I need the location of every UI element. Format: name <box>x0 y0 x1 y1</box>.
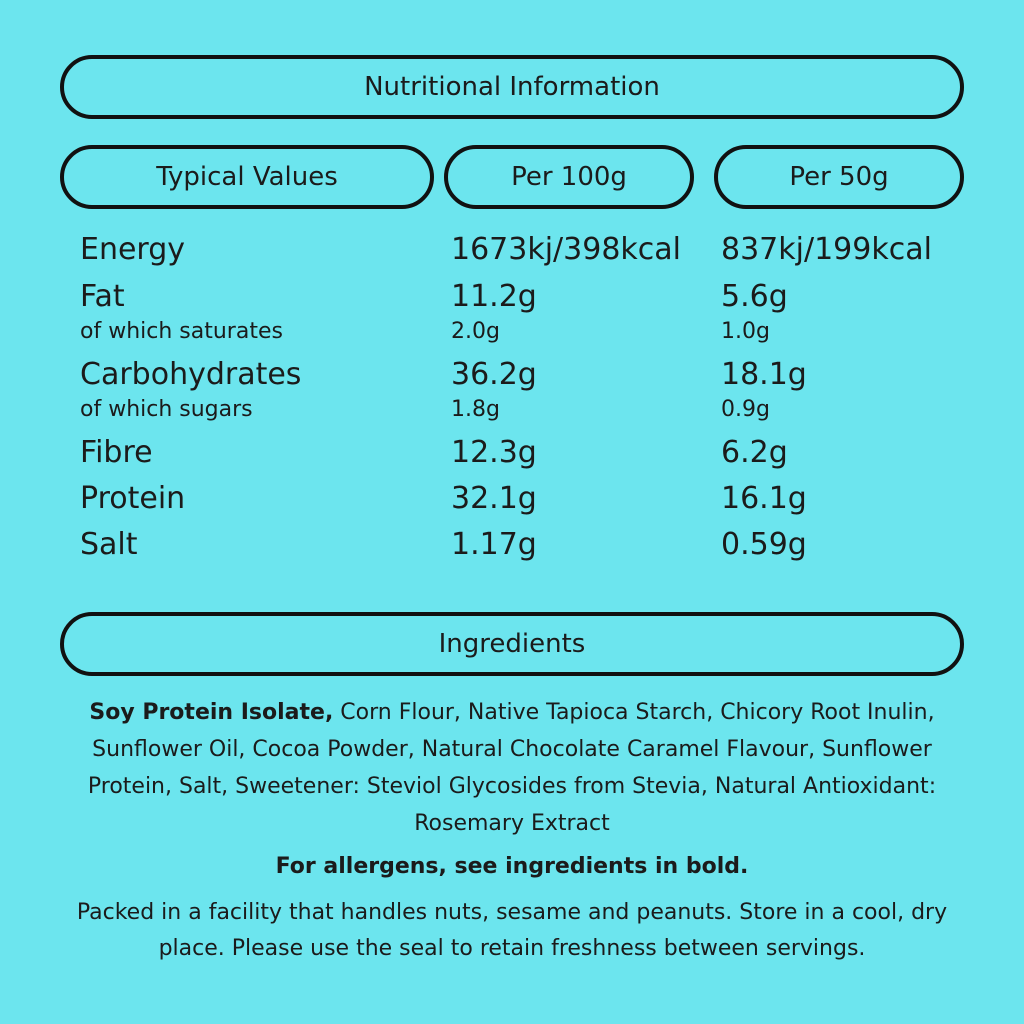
allergen-note: For allergens, see ingredients in bold. <box>275 854 749 879</box>
column-header-per-50g-label: Per 50g <box>789 162 889 192</box>
row-value-per-50g: 0.59g <box>721 527 807 562</box>
ingredients-list <box>60 694 964 842</box>
row-value-per-100g: 1.17g <box>451 527 537 562</box>
row-label: Fibre <box>80 435 153 470</box>
row-value-per-100g: 32.1g <box>451 481 537 516</box>
ingredients-title-pill <box>60 612 964 676</box>
row-label: Protein <box>80 481 186 516</box>
nutrition-title: Nutritional Information <box>364 72 660 102</box>
row-value-per-50g: 6.2g <box>721 435 788 470</box>
row-value-per-50g: 0.9g <box>721 397 770 422</box>
row-label: Salt <box>80 527 138 562</box>
ingredients-allergen-bold: Soy Protein Isolate, <box>89 700 334 725</box>
column-header-per-50g <box>714 145 964 209</box>
column-header-typical-values <box>60 145 434 209</box>
ingredients-title: Ingredients <box>438 629 586 659</box>
row-value-per-50g: 18.1g <box>721 357 807 392</box>
row-value-per-50g: 5.6g <box>721 279 788 314</box>
row-value-per-50g: 1.0g <box>721 319 770 344</box>
row-label: of which saturates <box>80 319 283 344</box>
row-value-per-100g: 1.8g <box>451 397 500 422</box>
column-header-per-100g-label: Per 100g <box>511 162 627 192</box>
row-label: of which sugars <box>80 397 253 422</box>
row-label: Carbohydrates <box>80 357 302 392</box>
row-value-per-50g: 16.1g <box>721 481 807 516</box>
column-header-per-100g <box>444 145 694 209</box>
row-value-per-100g: 11.2g <box>451 279 537 314</box>
row-value-per-100g: 1673kj/398kcal <box>451 232 682 267</box>
row-value-per-100g: 2.0g <box>451 319 500 344</box>
storage-note: Packed in a facility that handles nuts, sesame and peanuts. Store in a cool, dry place. Please use the seal to retain freshness between servings. <box>76 900 948 961</box>
column-header-typical-label: Typical Values <box>156 162 338 192</box>
row-value-per-100g: 12.3g <box>451 435 537 470</box>
row-value-per-50g: 837kj/199kcal <box>721 232 932 267</box>
row-label: Fat <box>80 279 125 314</box>
row-value-per-100g: 36.2g <box>451 357 537 392</box>
nutrition-title-pill <box>60 55 964 119</box>
ingredients-rest: Corn Flour, Native Tapioca Starch, Chicory Root Inulin, Sunflower Oil, Cocoa Powder, Natural Chocolate Caramel Flavour, Sunflower Protein, Salt, Sweetener: Steviol Glycosides from Stevia, Natural Antioxidant: Rosemary Extract <box>87 700 937 836</box>
row-label: Energy <box>80 232 186 267</box>
